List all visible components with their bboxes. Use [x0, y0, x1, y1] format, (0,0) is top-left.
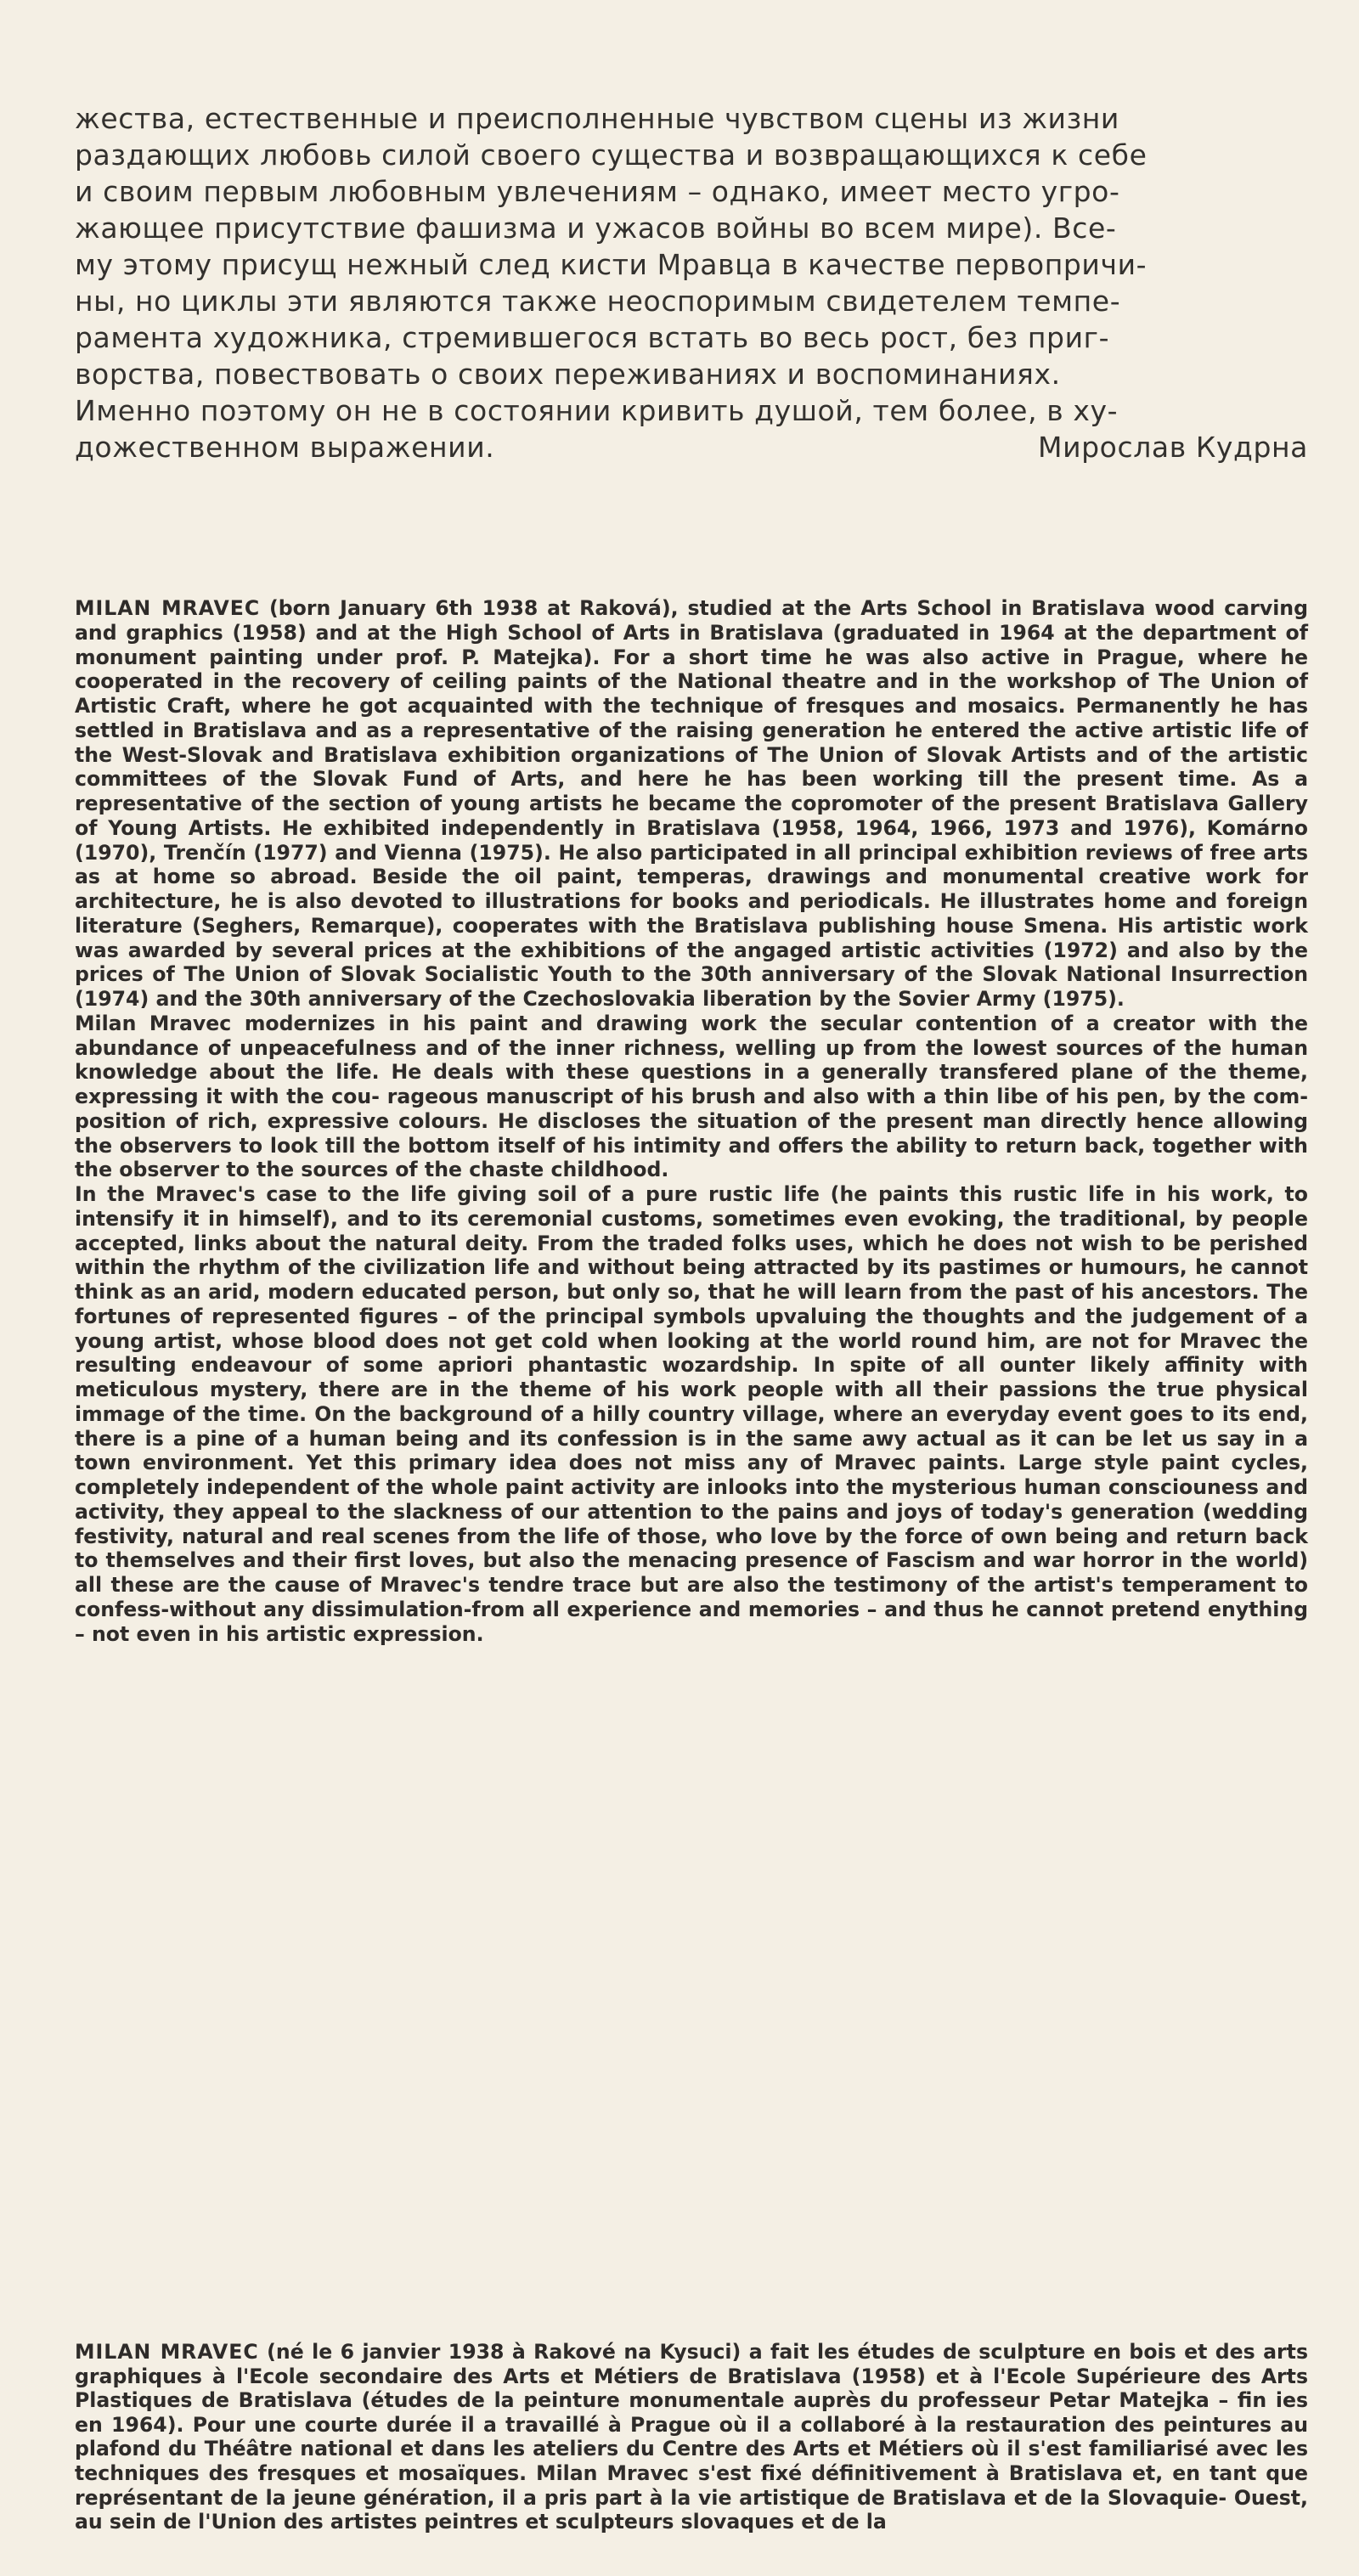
- french-line: de la peinture monumentale auprès du professeur Petar Matejka – fin ies en 1964).: [75, 2388, 1308, 2437]
- english-line: even evoking, the traditional, by people accepted, links about the natural deity.: [75, 1206, 1309, 1255]
- english-line: Bratislava wood carving and graphics (1958) and at the High School of Arts in: [75, 596, 1308, 645]
- english-line: paints. Large style paint cycles, completely independent of the whole paint activity: [75, 1451, 1308, 1499]
- english-line: in the recovery of ceiling paints of the National theatre and in the workshop of The: [212, 669, 1201, 694]
- author-signature: Мирослав Кудрна: [1038, 431, 1308, 464]
- english-line: tendre trace but are also the testimony of the artist's temperament to confess-without: [75, 1573, 1309, 1621]
- russian-text-block: [75, 100, 1308, 465]
- english-line: From the traded folks uses, which he does not wish to be perished within the rhythm: [75, 1231, 1309, 1280]
- russian-line: раздающих любовь силой своего существа и возвращающихся к себе: [75, 138, 1148, 172]
- russian-line: Именно поэтому он не в состоянии кривить душой, тем более, в ху-: [75, 394, 1119, 427]
- russian-line: ны, но циклы эти являются также неоспоримым свидетелем темпе-: [75, 285, 1121, 318]
- english-line: questions in a generally transfered plane of the theme, expressing it with the cou-: [75, 1060, 1308, 1108]
- english-line: offers the ability to return back, together with the observer to the sources of the: [75, 1133, 1308, 1182]
- english-line: cannot think as an arid, modern educated person, but only so, that he will learn: [75, 1255, 1308, 1304]
- english-line: He also participated in all principal exhibition reviews of free arts as at home so: [75, 840, 1309, 889]
- french-line: Pour une courte durée il a travaillé à Prague où il a collaboré à la restauration des: [192, 2412, 1155, 2437]
- french-line: Métiers où il s'est familiarisé avec les techniques des fresques et mosaïques. Milan: [75, 2437, 1309, 2485]
- russian-closing-line: [75, 429, 1308, 465]
- russian-line: жества, естественные и преисполненные чувством сцены из жизни: [75, 102, 1119, 135]
- english-line: presence of Fascism and war horror in the world) all these are the cause of Mravec's: [75, 1548, 1308, 1597]
- english-line: present Bratislava Gallery of Young Artists. He exhibited independently in Bratislava: [75, 792, 1309, 840]
- english-last-line: enything – not even in his artistic expression.: [75, 1597, 1309, 1646]
- english-line: representative of the section of young artists he became the copromoter of the: [75, 792, 1001, 815]
- english-text-block: [75, 596, 1308, 1646]
- french-paragraph: [75, 2340, 1308, 2534]
- english-line: does not get cold when looking at the world round him, are not for Mravec the: [385, 1328, 1308, 1353]
- english-line: mosaics. Permanently he has settled in Bratislava and as a representative of the: [75, 694, 1308, 742]
- english-line: Insurrection (1974) and the 30th anniversary of the Czechoslovakia liberation by the: [75, 962, 1308, 1011]
- french-line: de Bratislava (1958) et à l'Ecole Supérieure des Arts Plastiques de Bratislava (études: [75, 2364, 1308, 2413]
- english-line: life in his work, to intensify it in himself), and to its ceremonial customs, sometimes: [75, 1182, 1308, 1231]
- english-line: us say in a town environment. Yet this primary idea does not miss any of Mravec: [75, 1426, 1308, 1475]
- russian-line: рамента художника, стремившегося встать во весь рост, без приг-: [75, 321, 1110, 354]
- english-line: from the past of his ancestors. The fortunes of represented figures – of the principal: [75, 1280, 1309, 1328]
- artist-name: MILAN MRAVEC: [75, 596, 261, 620]
- english-line: (born January 6th 1938 at Raková), studied at the Arts School in: [260, 596, 1023, 620]
- russian-last-line: дожественном выражении.: [75, 431, 495, 464]
- english-paragraph-themes: [75, 1182, 1308, 1646]
- english-line: resulting endeavour of some apriori phantastic wozardship. In spite of all ounter: [75, 1353, 1075, 1378]
- english-line: are inlooks into the mysterious human consciouness and activity, they appeal to the: [75, 1475, 1308, 1524]
- french-line: jeune génération, il a pris part à la vie artistique de Bratislava et de la Slovaquie-: [293, 2485, 1227, 2510]
- french-line: sculpture en bois et des arts graphiques à l'Ecole secondaire des Arts et Métiers: [75, 2340, 1308, 2388]
- english-line: being and return back to themselves and their first loves, but also the menacing: [75, 1524, 1308, 1573]
- english-line: of a human being and its confession is in the same awy actual as it can be let: [254, 1426, 1172, 1451]
- english-line: directly hence allowing the observers to look till the bottom itself of his intimity and: [75, 1108, 1309, 1158]
- russian-line: ворства, повествовать о своих переживаниях и воспоминаниях.: [75, 358, 1061, 391]
- english-line: of the civilization life and without being attracted by its pastimes or humours, he: [288, 1255, 1223, 1280]
- english-line: Bratislava (graduated in 1964 at the department of monument painting under prof.: [75, 620, 1308, 669]
- english-paragraph-work: [75, 1012, 1308, 1182]
- english-line: raising generation he entered the active artistic life of the West-Slovak and Bratislava: [75, 718, 1308, 767]
- english-line: exhibition organizations of The Union of Slovak Artists and of the artistic committees: [75, 742, 1308, 792]
- english-line: position of rich, expressive colours. He discloses the situation of the present man: [75, 1108, 1031, 1133]
- english-line: Union of Slovak Socialistic Youth to the 30th anniversary of the Slovak National: [234, 962, 1162, 987]
- english-line: slackness of our attention to the pains and joys of today's generation (wedding: [393, 1499, 1308, 1524]
- french-text-block: [75, 2340, 1308, 2534]
- english-paragraph-biography: [75, 596, 1308, 1012]
- english-line: publishing house Smena. His artistic work was awarded by several prices at the: [75, 913, 1308, 962]
- english-line: (1958, 1964, 1966, 1973 and 1976), Komárno (1970), Trenčín (1977) and Vienna (1975).: [75, 815, 1308, 865]
- english-line: Milan Mravec modernizes in his paint and drawing work the secular contention of a: [75, 1011, 1100, 1035]
- french-line: peintures au plafond du Théâtre national et dans les ateliers du Centre des Arts et: [75, 2412, 1308, 2461]
- english-line: of a hilly country village, where an everyday event goes to its end, there is a pine: [75, 1401, 1308, 1451]
- english-line: creator with the abundance of unpeacefulness and of the inner richness, welling up: [75, 1011, 1308, 1060]
- english-line: In the Mravec's case to the life giving soil of a pure rustic life (he paints this rustic: [75, 1182, 1078, 1206]
- russian-line: му этому присущ нежный след кисти Мравца в качестве первопричи-: [75, 248, 1148, 281]
- english-line: with all their passions the true physical immage of the time. On the background: [75, 1378, 1309, 1426]
- english-line: likely affinity with meticulous mystery, there are in the theme of his work people: [75, 1353, 1308, 1401]
- english-line: from the lowest sources of the human knowledge about the life. He deals with these: [75, 1035, 1308, 1085]
- english-line: P. Matejka). For a short time he was also active in Prague, where he cooperated: [75, 645, 1309, 694]
- english-line: Union of Artistic Craft, where he got acquainted with the technique of fresques and: [75, 669, 1308, 718]
- artist-name-fr: MILAN MRAVEC: [75, 2340, 259, 2364]
- french-line: (né le 6 janvier 1938 à Rakové na Kysuci) a fait les études de: [258, 2340, 971, 2364]
- french-line: Ouest, au sein de l'Union des artistes peintres et sculpteurs slovaques et de la: [75, 2485, 1309, 2534]
- english-line: rageous manuscript of his brush and also with a thin libe of his pen, by the com-: [386, 1085, 1308, 1108]
- english-line: festivity, natural and real scenes from the life of those, who love by the force of own: [75, 1524, 1047, 1548]
- english-line: of the Slovak Fund of Arts, and here he has been working till the present time. As a: [222, 767, 1308, 792]
- english-line: architecture, he is also devoted to illustrations for books and periodicals. He illustrates: [75, 889, 1095, 913]
- russian-line: и своим первым любовным увлечениям – однако, имеет место угро-: [75, 175, 1120, 208]
- english-line: abroad. Beside the oil paint, temperas, drawings and monumental creative work for: [270, 865, 1308, 889]
- english-line: home and foreign literature (Seghers, Remarque), cooperates with the Bratislava: [75, 889, 1309, 938]
- english-line: exhibitions of the angaged artistic activities (1972) and also by the prices of The: [75, 938, 1308, 987]
- french-line: Mravec s'est fixé définitivement à Bratislava et, en tant que représentant de la: [75, 2460, 1308, 2510]
- english-line: symbols upvaluing the thoughts and the judgement of a young artist, whose blood: [75, 1304, 1308, 1353]
- english-line: chaste childhood.: [469, 1158, 669, 1182]
- russian-line: жающее присутствие фашизма и ужасов войны во всем мире). Все-: [75, 211, 1117, 245]
- english-line: any dissimulation-from all experience and memories – and thus he cannot pretend: [263, 1597, 1201, 1621]
- english-line: Sovier Army (1975).: [898, 987, 1125, 1011]
